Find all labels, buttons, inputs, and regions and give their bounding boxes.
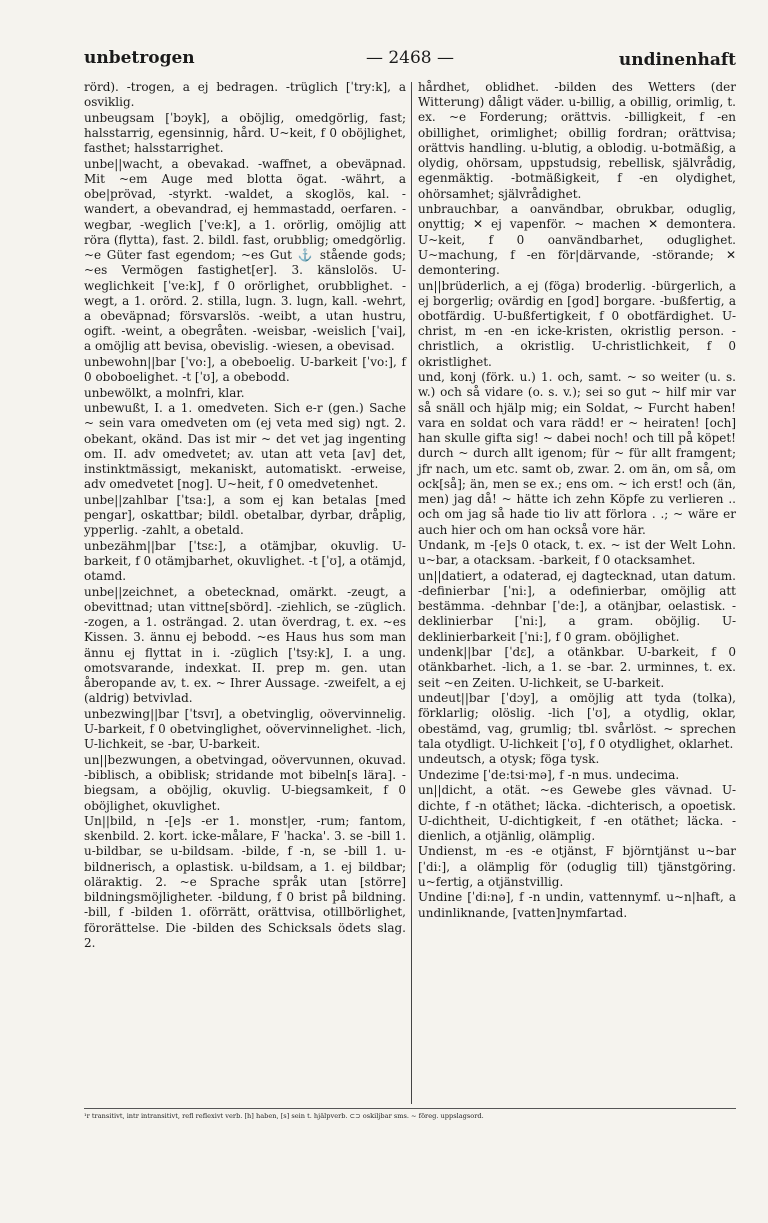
entry: Undine [ˈdi:nə], f -n undin, vattennymf. u~n|haft, a undinliknande, [vatten]nymfartad. <box>418 890 736 920</box>
entry: hårdhet, oblidhet. -bilden des Wetters (der Witterung) dåligt väder. u-billig, a obillig, orimlig, t. ex. ~e Forderung; orättvis. -billigkeit, f -en obillighet, orimlighet; obillig fordran; orättvisa; orättvis handling. u-blutig, a oblodig. u-botmäßig, a olydig, ohörsam, uppstudsig, rebellisk, självrådig, egenmäktig. -botmäßigkeit, f -en olydighet, ohörsamhet; självrådighet. <box>418 80 736 201</box>
header-left-guideword: unbetrogen <box>84 48 195 68</box>
entry: undeut||bar [ˈdɔy], a omöjlig att tyda (tolka), förklarlig; olöslig. -lich [ˈʊ], a otydlig, oklar, obestämd, vag, grumlig; tbl. svårlöst. ~ sprechen tala otydligt. U-lichkeit [ˈʊ], f 0 otydlighet, oklarhet. <box>418 691 736 751</box>
entry: un||bezwungen, a obetvingad, oövervunnen, okuvad. -biblisch, a obiblisk; stridande mot bibeln[s lära]. -biegsam, a oböjlig, okuvlig. U-biegsamkeit, f 0 oböjlighet, okuvlighet. <box>84 752 406 813</box>
entry: un||datiert, a odaterad, ej dagtecknad, utan datum. -definierbar [ˈni:], a odefinierbar, omöjlig att bestämma. -dehnbar [ˈde:], a otänjbar, oelastisk. -deklinierbar [ˈni:], a gram. oböjlig. U-deklinierbarkeit [ˈni:], f 0 gram. oböjlighet. <box>418 568 736 644</box>
entry: unbezwing||bar [ˈtsvɪ], a obetvinglig, oövervinnelig. U-barkeit, f 0 obetvinglighet, oövervinnelighet. -lich, U-lichkeit, se -bar, U-barkeit. <box>84 706 406 752</box>
entry: unbe||zahlbar [ˈtsa:], a som ej kan betalas [med pengar], oskattbar; bildl. obetalbar, dyrbar, dråplig, ypperlig. -zahlt, a obetald. <box>84 492 406 538</box>
entry: unbewußt, I. a 1. omedveten. Sich e-r (gen.) Sache ~ sein vara omedveten om (ej veta med sig) ngt. 2. obekant, okänd. Das ist mir ~ det vet jag ingenting om. II. adv omedvetet; av. utan att veta [av] det, instinktmässigt, mekaniskt, automatiskt. -erweise, adv omedvetet [nog]. U~heit, f 0 omedvetenhet. <box>84 401 406 492</box>
entry: Un||bild, n -[e]s -er 1. monst|er, -rum; fantom, skenbild. 2. kort. icke-målare, F ˈhacka'. 3. se -bill 1. u-bildbar, se u-bildsam. -bilde, f -n, se -bill 1. u-bildnerisch, a oplastisk. u-bildsam, a 1. ej bildbar; oläraktig. 2. ~e Sprache språk utan [större] bildningsmöjligheter. -bildung, f 0 brist på bildning. -bill, f -bilden 1. oförrätt, orättvisa, otillbörlighet, förorättelse. Die -bilden des Schicksals ödets slag. 2. <box>84 814 406 950</box>
entry: un||dicht, a otät. ~es Gewebe gles vävnad. U-dichte, f -n otäthet; läcka. -dichterisch, a opoetisk. U-dichtheit, U-dichtigkeit, f -en otäthet; läcka. -dienlich, a otjänlig, olämplig. <box>418 783 736 843</box>
entry: und, konj (förk. u.) 1. och, samt. ~ so weiter (u. s. w.) och så vidare (o. s. v.); sei so gut ~ hilf mir var så snäll och hjälp mig; ein Soldat, ~ Furcht haben! vara en soldat och vara rädd! er ~ heiraten! [och] han skulle gifta sig! ~ dabei noch! och till på köpet! durch ~ durch allt igenom; für ~ für allt framgent; jfr nach, um etc. samt ob, zwar. 2. om än, om så, om ock[så]; än, men se ex.; ens om. ~ ich erst! och (än, men) jag då! ~ hätte ich zehn Köpfe zu verlieren .. och om jag så hade tio liv att förlora . .; ~ wäre er auch hier och om han också vore här. <box>418 370 736 537</box>
entry: Undezime [ˈde:tsi·mə], f -n mus. undecima. <box>418 767 680 782</box>
entry: un||brüderlich, a ej (föga) broderlig. -bürgerlich, a ej borgerlig; ovärdig en [god] borgare. -bußfertig, a obotfärdig. U-bußfertigkeit, f 0 obotfärdighet. U-christ, m -en -en icke-kristen, okristlig person. -christlich, a okristlig. U-christlichkeit, f 0 okristlighet. <box>418 278 736 369</box>
entry: undenk||bar [ˈdɛ], a otänkbar. U-barkeit, f 0 otänkbarhet. -lich, a 1. se -bar. 2. urminnes, t. ex. seit ~en Zeiten. U-lichkeit, se U-barkeit. <box>418 645 736 690</box>
entry: unbezähm||bar [ˈtsɛ:], a otämjbar, okuvlig. U-barkeit, f 0 otämjbarhet, okuvlighet. -t [ˈʊ], a otämjd, otamd. <box>84 538 406 584</box>
entry: unbrauchbar, a oanvändbar, obrukbar, oduglig, onyttig; ✕ ej vapenför. ~ machen ✕ demontera. U~keit, f 0 oanvändbarhet, oduglighet. U~machung, f -en för|därvande, -störande; ✕ demontering. <box>418 202 736 278</box>
page-number: — 2468 — <box>365 48 455 68</box>
footnote-legend: ¹r transitivt, intr intransitivt, refl reflexivt verb. [h] haben, [s] sein t. hjälpverb. ⊂⊃ oskiljbar sms. ~ föreg. uppslagsord. <box>84 1108 736 1120</box>
entry: unbewohn||bar [ˈvo:], a obeboelig. U-barkeit [ˈvo:], f 0 oboboelighet. -t [ˈʊ], a obebodd. <box>84 354 406 385</box>
entry: unbe||wacht, a obevakad. -waffnet, a obeväpnad. Mit ~em Auge med blotta ögat. -währt, a obe|prövad, -styrkt. -waldet, a skoglös, kal. -wandert, a obevandrad, ej hemmastadd, oerfaren. -wegbar, -weglich [ˈve:k], a 1. orörlig, omöjlig att röra (flytta), fast. 2. bildl. fast, orubblig; omedgörlig. ~e Güter fast egendom; ~es Gut ⚓ stående gods; ~es Vermögen fastighet[er]. 3. känslolös. U-weglichkeit [ˈve:k], f 0 orörlighet, orubblighet. -wegt, a 1. orörd. 2. stilla, lugn. 3. lugn, kall. -wehrt, a obeväpnad; försvarslös. -weibt, a utan hustru, ogift. -weint, a obegråten. -weisbar, -weislich [ˈvai], a omöjlig att bevisa, obevislig. -wiesen, a obevisad. <box>84 156 406 354</box>
column-divider <box>411 82 412 1104</box>
header-right-guideword: undinenhaft <box>618 50 736 70</box>
entry: unbeugsam [ˈbɔyk], a oböjlig, omedgörlig, fast; halsstarrig, egensinnig, hård. U~keit, f 0 oböjlighet, fasthet; halsstarrighet. <box>84 110 406 156</box>
entry: unbewölkt, a molnfri, klar. <box>84 385 245 400</box>
right-column <box>418 80 736 921</box>
entry: unbe||zeichnet, a obetecknad, omärkt. -zeugt, a obevittnad; utan vittne[sbörd]. -ziehlich, se -züglich. -zogen, a 1. osträngad. 2. utan överdrag, t. ex. ~es Kissen. 3. ännu ej bebodd. ~es Haus hus som man ännu ej flyttat in i. -züglich [ˈtsy:k], I. a ung. omotsvarande, indexkat. II. prep m. gen. utan åberopande av, t. ex. ~ Ihrer Aussage. -zweifelt, a ej (aldrig) betvivlad. <box>84 584 406 706</box>
entry: undeutsch, a otysk; föga tysk. <box>418 752 600 767</box>
page-header <box>84 38 736 78</box>
entry: Undank, m -[e]s 0 otack, t. ex. ~ ist der Welt Lohn. u~bar, a otacksam. -barkeit, f 0 otacksamhet. <box>418 538 736 568</box>
entry: Undienst, m -es -e otjänst, F björntjänst u~bar [ˈdi:], a olämplig för (oduglig till) tjänstgöring. u~fertig, a otjänstvillig. <box>418 844 736 889</box>
left-column <box>84 80 406 951</box>
entry: rörd). -trogen, a ej bedragen. -trüglich [ˈtry:k], a osviklig. <box>84 80 406 110</box>
